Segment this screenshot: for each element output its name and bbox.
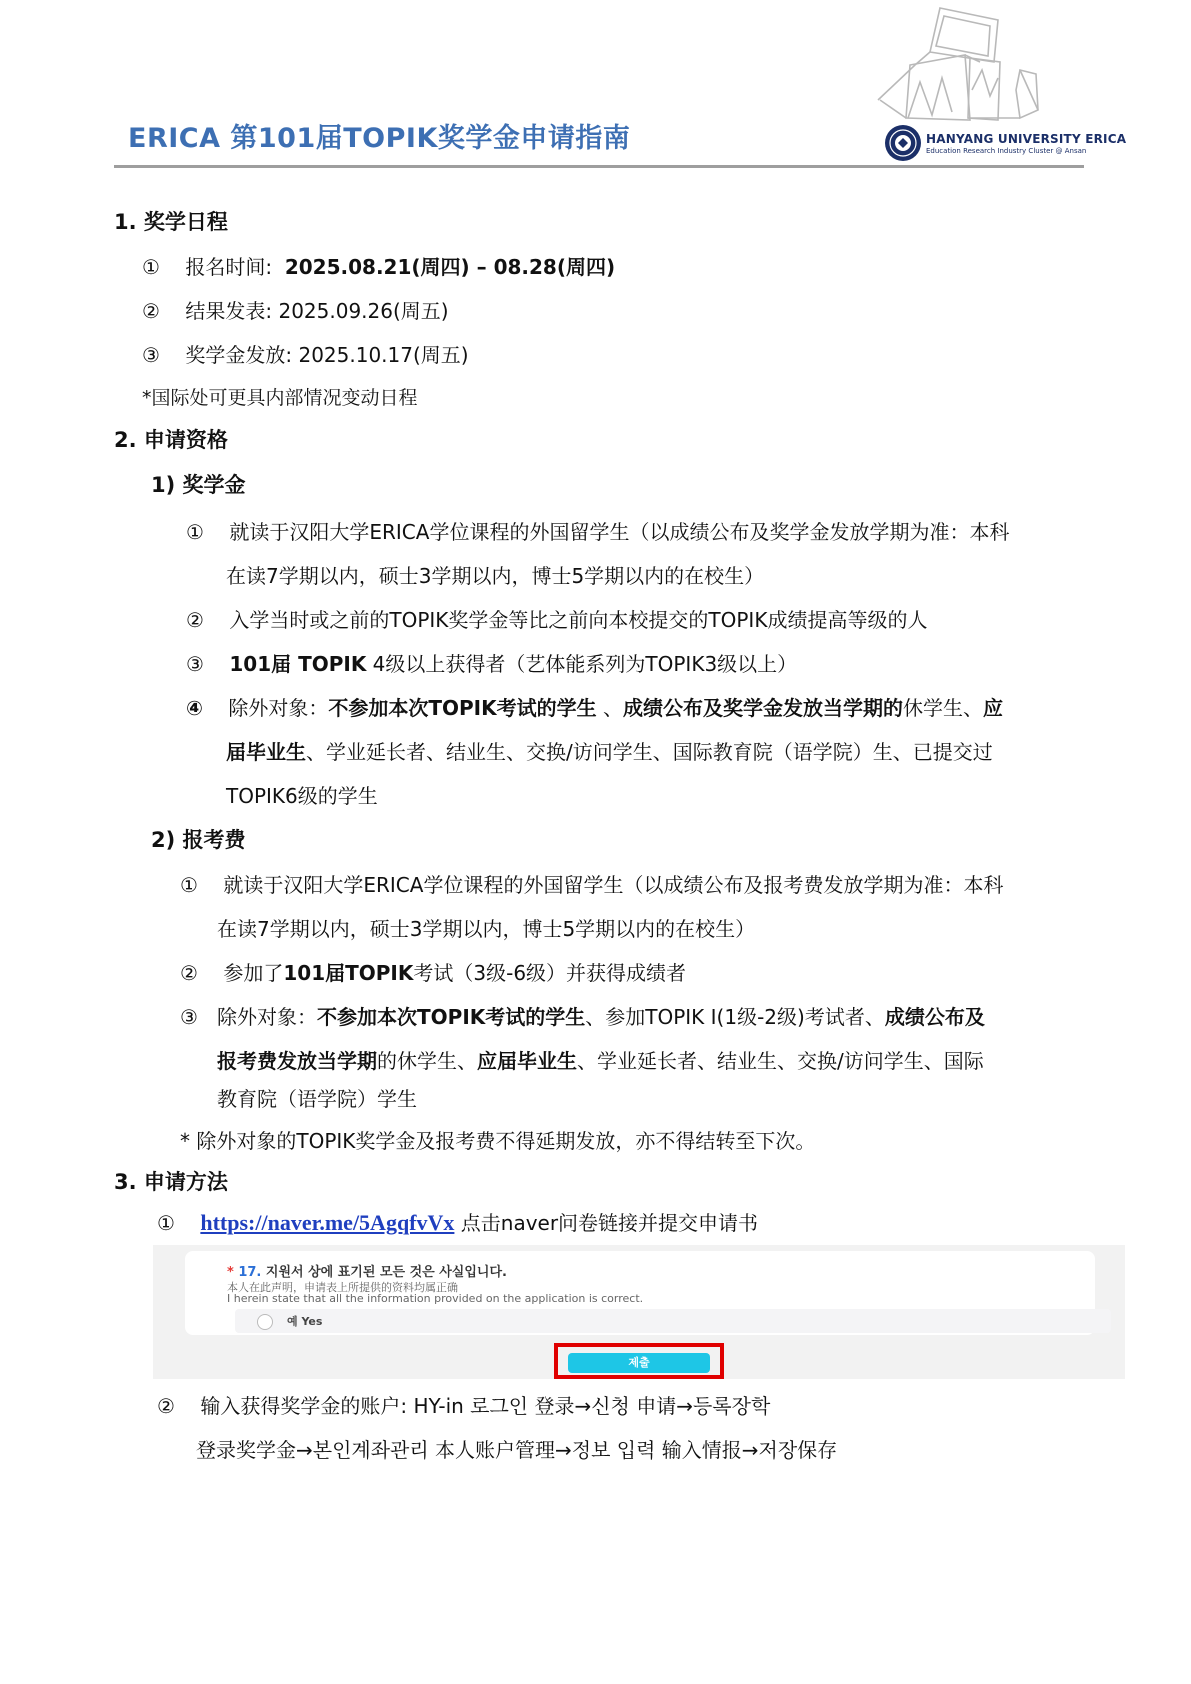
scholarship-criterion-2 — [186, 606, 927, 634]
criterion-text: 考试（3级-6级）并获得成绩者 — [413, 961, 687, 985]
exclusion-bold-semester: 报考费发放当学期 — [217, 1049, 377, 1073]
question-card — [185, 1251, 1095, 1335]
exclusion-label: 除外对象： — [217, 1005, 318, 1029]
schedule-item-results — [142, 297, 449, 325]
form-screenshot — [153, 1245, 1125, 1379]
item-marker: ③ — [142, 343, 160, 367]
topik-101-label: 101届 TOPIK — [229, 652, 367, 676]
scholarship-criterion-4 — [186, 694, 1003, 722]
exam-fee-exclusion-line-3: 教育院（语学院）学生 — [217, 1087, 417, 1111]
registration-dates: 2025.08.21(周四) – 08.28(周四) — [284, 255, 616, 279]
criterion-text: 参加了 — [223, 961, 284, 985]
section1-heading: 1. 奖学日程 — [114, 210, 228, 234]
item-marker: ② — [180, 961, 198, 985]
exam-fee-subheading: 2) 报考费 — [151, 828, 246, 852]
exclusion-bold-1: 不参加本次TOPIK考试的学生 — [317, 1005, 586, 1029]
submit-button[interactable]: 제출 — [568, 1353, 710, 1373]
exam-fee-criterion-2 — [180, 959, 686, 987]
exam-fee-criterion-1 — [180, 871, 1003, 899]
exclusion-text: 、学业延长者、结业生、交换/访问学生、国际教育院（语学院）生、已提交过 — [306, 740, 993, 764]
submit-highlight — [554, 1343, 724, 1379]
item-marker: ① — [180, 873, 198, 897]
item-marker: ③ — [180, 1005, 198, 1029]
scholarship-criterion-1 — [186, 518, 1009, 546]
hanyang-seal-icon — [884, 124, 922, 162]
exclusion-line-3: TOPIK6级的学生 — [226, 784, 378, 808]
exclusion-sep: 、 — [596, 696, 623, 720]
exclusion-bold-3: 应 — [982, 696, 1003, 720]
payment-text: 奖学金发放: 2025.10.17(周五) — [185, 343, 469, 367]
university-subtitle: Education Research Industry Cluster @ Ansan — [926, 147, 1087, 155]
radio-button[interactable] — [257, 1314, 273, 1330]
exclusion-bold-2: 成绩公布及奖学金发放当学期的 — [622, 696, 903, 720]
link-instruction: 点击naver问卷链接并提交申请书 — [454, 1211, 759, 1235]
exclusion-bold-graduates: 届毕业生 — [226, 740, 306, 764]
exclusion-bold-2: 成绩公布及 — [884, 1005, 985, 1029]
deferral-note: * 除外对象的TOPIK奖学金及报考费不得延期发放，亦不得结转至下次。 — [180, 1129, 816, 1153]
exclusion-label: 除外对象： — [228, 696, 329, 720]
item-marker: ② — [186, 608, 204, 632]
exclusion-bold-graduates: 应届毕业生 — [477, 1049, 577, 1073]
method-item-1 — [157, 1209, 758, 1237]
page-title: ERICA 第101届TOPIK奖学金申请指南 — [128, 123, 631, 154]
scholarship-subheading: 1) 奖学金 — [151, 473, 246, 497]
exclusion-line-2 — [226, 738, 993, 766]
schedule-note: *国际处可更具内部情况变动日程 — [142, 387, 418, 409]
exam-fee-exclusion-line-2 — [217, 1047, 984, 1075]
account-instruction-continued: 登录奖学金→본인계좌관리 本人账户管理→정보 입력 输入情报→저장保存 — [196, 1438, 838, 1462]
exclusion-bold-1: 不参加本次TOPIK考试的学生 — [328, 696, 597, 720]
item-marker: ② — [142, 299, 160, 323]
scholarship-criterion-3 — [186, 650, 797, 678]
criterion-text-continued: 在读7学期以内，硕士3学期以内，博士5学期以内的在校生） — [226, 564, 765, 588]
item-marker: ② — [157, 1394, 175, 1418]
item-marker: ① — [157, 1211, 175, 1235]
question-subtitle-en: I herein state that all the information provided on the application is correct. — [227, 1292, 644, 1305]
yes-option-label: 예 Yes — [287, 1315, 323, 1328]
method-item-2 — [157, 1392, 770, 1420]
yes-option[interactable] — [235, 1309, 1111, 1333]
item-marker: ④ — [186, 696, 203, 720]
exclusion-text: 的休学生、 — [377, 1049, 477, 1073]
question-number: 17. — [233, 1265, 266, 1280]
naver-survey-link[interactable]: https://naver.me/5AgqfvVx — [200, 1210, 455, 1235]
question-text: 지원서 상에 표기된 모든 것은 사실입니다. — [265, 1265, 507, 1280]
exclusion-text: 、学业延长者、结业生、交换/访问学生、国际 — [577, 1049, 984, 1073]
schedule-item-registration — [142, 253, 615, 281]
account-instruction: 输入获得奖学金的账户: HY-in 로그인 登录→신청 申请→등록장학 — [200, 1394, 771, 1418]
question-title — [227, 1261, 507, 1280]
criterion-text: 4级以上获得者（艺体能系列为TOPIK3级以上） — [366, 652, 798, 676]
section3-heading: 3. 申请方法 — [114, 1170, 228, 1194]
question-subtitle-cn: 本人在此声明，申请表上所提供的资料均属正确 — [227, 1281, 458, 1294]
item-marker: ① — [142, 255, 160, 279]
required-marker: * — [227, 1265, 234, 1280]
topik-101-label: 101届TOPIK — [283, 961, 414, 985]
results-text: 结果发表: 2025.09.26(周五) — [185, 299, 449, 323]
criterion-text: 就读于汉阳大学ERICA学位课程的外国留学生（以成绩公布及奖学金发放学期为准：本科 — [229, 520, 1010, 544]
criterion-text: 入学当时或之前的TOPIK奖学金等比之前向本校提交的TOPIK成绩提高等级的人 — [229, 608, 928, 632]
exclusion-text: 休学生、 — [902, 696, 983, 720]
schedule-item-payment — [142, 341, 469, 369]
item-marker: ③ — [186, 652, 204, 676]
university-name: HANYANG UNIVERSITY ERICA — [926, 132, 1127, 146]
registration-label: 报名时间: — [185, 255, 273, 279]
exclusion-text: 、参加TOPIK Ⅰ(1级-2级)考试者、 — [585, 1005, 885, 1029]
exam-fee-criterion-3 — [180, 1003, 985, 1031]
criterion-text: 就读于汉阳大学ERICA学位课程的外国留学生（以成绩公布及报考费发放学期为准：本科 — [223, 873, 1004, 897]
criterion-text-continued: 在读7学期以内，硕士3学期以内，博士5学期以内的在校生） — [217, 917, 756, 941]
section2-heading: 2. 申请资格 — [114, 428, 228, 452]
item-marker: ① — [186, 520, 204, 544]
